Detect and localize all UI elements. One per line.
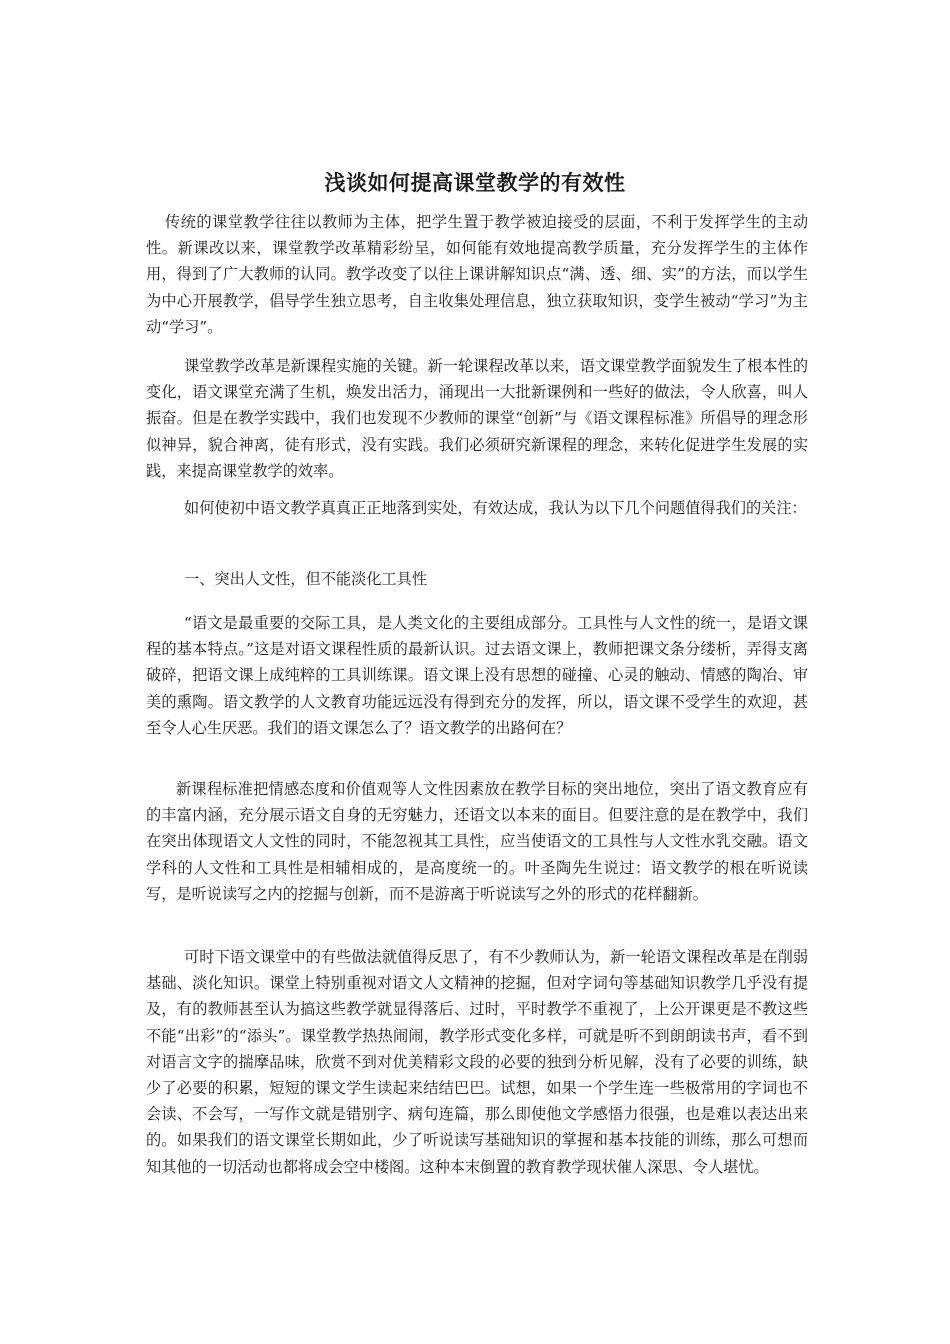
paragraph-new-standard: 新课程标准把情感态度和价值观等人文性因素放在教学目标的突出地位，突出了语文教育应有的丰富内涵，充分展示语文自身的无穷魅力，还语文以本来的面目。但要注意的是在教学中，我们在突出体现语文人文性的同时，不能忽视其工具性，应当使语文的工具性与人文性水乳交融。语文学科的人文性和工具性是相辅相成的，是高度统一的。叶圣陶先生说过：语文教学的根在听说读写，是听说读写之内的挖掘与创新，而不是游离于听说读写之外的形式的花样翻新。 [146,780,808,903]
paragraph-intro: 传统的课堂教学往往以教师为主体，把学生置于教学被迫接受的层面，不利于发挥学生的主动性。新课改以来，课堂教学改革精彩纷呈，如何能有效地提高教学质量，充分发挥学生的主体作用，得到了广大教师的认同。教学改变了以往上课讲解知识点“满、透、细、实”的方法，而以学生为中心开展教学，倡导学生独立思考，自主收集处理信息，独立获取知识，变学生被动“学习”为主动“学习”。 [146,213,808,336]
paragraph-reform-key: 课堂教学改革是新课程实施的关键。新一轮课程改革以来，语文课堂教学面貌发生了根本性的变化，语文课堂充满了生机，焕发出活力，涌现出一大批新课例和一些好的做法，令人欣喜，叫人振奋。但是在教学实践中，我们也发现不少教师的课堂“创新”与《语文课程标准》所倡导的理念形似神异，貌合神离，徒有形式，没有实践。我们必须研究新课程的理念，来转化促进学生发展的实践，来提高课堂教学的效率。 [146,357,808,480]
section-heading-1: 一、突出人文性，但不能淡化工具性 [184,570,427,588]
document-title: 浅谈如何提高课堂教学的有效性 [324,171,626,195]
paragraph-issues-lead: 如何使初中语文教学真真正正地落到实处，有效达成，我认为以下几个问题值得我们的关注： [184,499,807,517]
paragraph-tool-nature: “语文是最重要的交际工具，是人类文化的主要组成部分。工具性与人文性的统一，是语文课程的基本特点。”这是对语文课程性质的最新认识。过去语文课上，教师把课文条分缕析，弄得支离破碎，把语文课上成纯粹的工具训练课。语文课上没有思想的碰撞、心灵的触动、情感的陶冶、审美的熏陶。语文教学的人文教育功能远远没有得到充分的发挥，所以，语文课不受学生的欢迎，甚至令人心生厌恶。我们的语文课怎么了？语文教学的出路何在？ [146,614,808,737]
paragraph-reflection: 可时下语文课堂中的有些做法就值得反思了，有不少教师认为，新一轮语文课程改革是在削弱基础、淡化知识。课堂上特别重视对语文人文精神的挖掘，但对字词句等基础知识教学几乎没有提及，有的教师甚至认为搞这些教学就显得落后、过时，平时教学不重视了，上公开课更是不教这些不能“出彩”的“添头”。课堂教学热热闹闹，教学形式变化多样，可就是听不到朗朗读书声，看不到对语言文字的揣摩品味，欣赏不到对优美精彩文段的必要的独到分析见解，没有了必要的训练，缺少了必要的积累，短短的课文学生读起来结结巴巴。试想，如果一个学生连一些极常用的字词也不会读、不会写，一写作文就是错别字、病句连篇，那么即使他文学感悟力很强，也是难以表达出来的。如果我们的语文课堂长期如此，少了听说读写基础知识的掌握和基本技能的训练，那么可想而知其他的一切活动也都将成会空中楼阁。这种本末倒置的教育教学现状催人深思、令人堪忧。 [146,948,808,1176]
